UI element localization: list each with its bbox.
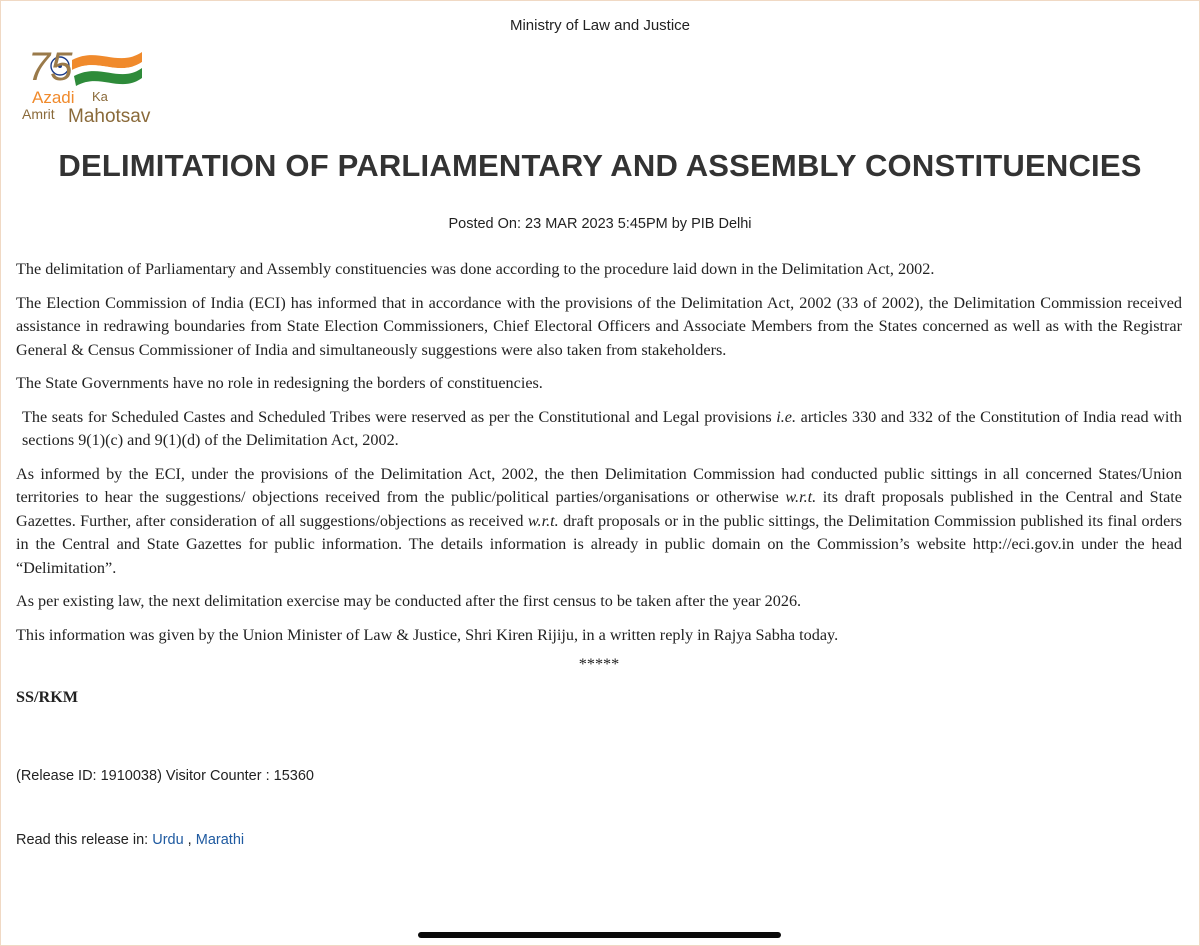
logo-word-ka: Ka xyxy=(92,89,108,104)
signature-initials: SS/RKM xyxy=(16,687,79,706)
paragraph-reserved-seats: The seats for Scheduled Castes and Scheduled Tribes were reserved as per the Constitutional and Legal provisions i.e. articles 330 and 332 of the Constitution of India read with sections 9(1)(c) and 9(1)(d) of the Delimitation Act, 2002. xyxy=(22,407,1182,449)
read-release-in: Read this release in: Urdu , Marathi xyxy=(16,832,245,848)
release-body xyxy=(16,258,1182,709)
ministry-name: Ministry of Law and Justice xyxy=(509,17,691,34)
azadi-ka-amrit-mahotsav-logo xyxy=(20,38,180,128)
logo-word-amrit: Amrit xyxy=(22,106,55,122)
home-indicator-bar[interactable] xyxy=(418,932,781,938)
logo-number: 75 xyxy=(28,45,73,89)
paragraph-eci-assistance: The Election Commission of India (ECI) has informed that in accordance with the provisions of the Delimitation Act, 2002 (33 of 2002), the Delimitation Commission received assistance in redrawing boundaries from State Election Commissioners, Chief Electoral Officers and Associate Members from the States concerned as well as with the Registrar General & Census Commissioner of India and simultaneously suggestions were also taken from stakeholders. xyxy=(16,293,1182,359)
release-id-visitor-counter: (Release ID: 1910038) Visitor Counter : 15360 xyxy=(16,768,314,784)
paragraph-public-sittings: As informed by the ECI, under the provisions of the Delimitation Act, 2002, the then Delimitation Commission had conducted public sittings in all concerned States/Union territories to hear the suggestions/ objections received from the public/political parties/organisations or otherwise w.r.t. its draft proposals published in the Central and State Gazettes. Further, after consideration of all suggestions/objections as received w.r.t. draft proposals or in the public sittings, the Delimitation Commission published its final orders in the Central and State Gazettes for public information. The details information is already in public domain on the Commission’s website http://eci.gov.in under the head “Delimitation”. xyxy=(16,464,1182,577)
paragraph-next-exercise: As per existing law, the next delimitation exercise may be conducted after the first census to be taken after the year 2026. xyxy=(16,592,802,610)
logo-word-azadi: Azadi xyxy=(32,88,75,107)
separator-stars: ***** xyxy=(578,655,620,673)
paragraph-state-role: The State Governments have no role in redesigning the borders of constituencies. xyxy=(16,374,543,392)
logo-word-mahotsav: Mahotsav xyxy=(68,106,151,127)
read-in-label: Read this release in: xyxy=(16,832,153,848)
paragraph-procedure: The delimitation of Parliamentary and Assembly constituencies was done according to the procedure laid down in the Delimitation Act, 2002. xyxy=(16,260,935,278)
posted-on: Posted On: 23 MAR 2023 5:45PM by PIB Delhi xyxy=(448,216,752,232)
language-link-marathi[interactable]: Marathi xyxy=(195,832,245,848)
page-title: DELIMITATION OF PARLIAMENTARY AND ASSEMBLY CONSTITUENCIES xyxy=(58,148,1142,183)
language-link-urdu[interactable]: Urdu xyxy=(152,832,184,848)
paragraph-minister-reply: This information was given by the Union Minister of Law & Justice, Shri Kiren Rijiju, in a written reply in Rajya Sabha today. xyxy=(16,625,839,644)
